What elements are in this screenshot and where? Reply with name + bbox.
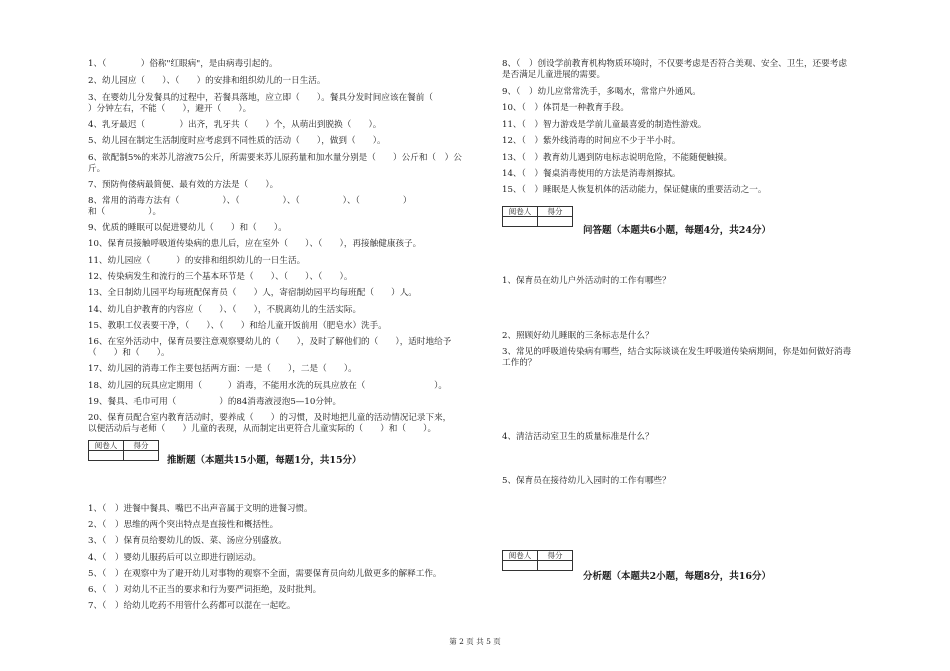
text-line: 12、传染病发生和流行的三个基本环节是（ ）、（ ）、（ ）。 <box>88 272 353 282</box>
text-line: 6、欲配制5%的来苏儿溶液75公斤，所需要来苏儿原药量和加水量分别是（ ）公斤和（ ）公 <box>88 153 462 163</box>
text-line: 13、全日制幼儿园平均每班配保育员（ ）人，寄宿制幼园平均每班配（ ）人。 <box>88 288 417 298</box>
list-item: 11、（ ）智力游戏是学前儿童最喜爱的制造性游戏。 <box>502 120 707 130</box>
judge-section-title: 推断题（本题共15小题，每题1分，共15分） <box>167 455 362 466</box>
text-line: 5、幼儿园在制定生活制度时应考虑到不同性质的活动（ ），做到（ ）。 <box>88 136 386 146</box>
text-line: 20、保育员配合室内教育活动时，要养成（ ）的习惯，及时地把儿童的活动情况记录下来， <box>88 413 452 423</box>
list-item: 6、（ ）对幼儿不正当的要求和行为要严词拒绝，及时批判。 <box>88 585 322 595</box>
question-item: 5、保育员在接待幼儿入园时的工作有哪些？ <box>502 476 671 486</box>
text-line: 3、在婴幼儿分发餐具的过程中，若餐具落地，应立即（ ）。餐具分发时间应该在餐前（ <box>88 93 433 103</box>
page-footer: 第 2 页 共 5 页 <box>449 637 501 646</box>
reviewer-cell[interactable] <box>503 561 538 571</box>
text-line: 16、在室外活动中，保育员要注意观察婴幼儿的（ ），及时了解他们的（ ），适时地给予 <box>88 337 452 347</box>
question-item: 1、保育员在幼儿户外活动时的工作有哪些？ <box>502 276 671 286</box>
list-item: 2、（ ）思维的两个突出特点是直接性和概括性。 <box>88 520 279 530</box>
text-line: 2、幼儿园应（ ）、（ ）的安排和组织幼儿的一日生活。 <box>88 76 326 86</box>
list-item: 5、（ ）在观察中为了避开幼儿对事物的观察不全面，需要保育员向幼儿做更多的解释工作。 <box>88 569 442 579</box>
list-item: 7、（ ）给幼儿吃药不用管什么药都可以混在一起吃。 <box>88 601 296 611</box>
text-line: 4、乳牙最迟（ ）出齐，乳牙共（ ）个，从萌出到脱换（ ）。 <box>88 120 382 130</box>
text-line: 15、教职工仪表要干净，（ ）、（ ）和给儿童开饭前用（肥皂水）洗手。 <box>88 321 387 331</box>
text-line: 14、幼儿自护教育的内容应（ ）、（ ），不脱离幼儿的生活实际。 <box>88 305 362 315</box>
text-line: 18、幼儿园的玩具应定期用（ ）消毒，不能用水洗的玩具应放在（ ）。 <box>88 381 447 391</box>
question-item: 工作的？ <box>502 358 537 368</box>
analysis-section-title: 分析题（本题共2小题，每题8分，共16分） <box>583 571 771 582</box>
reviewer-cell[interactable] <box>503 217 538 227</box>
score-label: 得分 <box>538 551 573 561</box>
score-label: 得分 <box>538 207 573 217</box>
score-box <box>88 440 159 461</box>
list-item: 3、（ ）保育员给婴幼儿的饭、菜、汤应分别盛放。 <box>88 536 287 546</box>
score-cell[interactable] <box>538 561 573 571</box>
list-item: 10、（ ）体罚是一种教育手段。 <box>502 103 629 113</box>
list-item: 4、（ ）婴幼儿服药后可以立即进行剧运动。 <box>88 553 262 563</box>
text-line: （ ）和（ ）。 <box>88 348 170 358</box>
score-box <box>502 550 573 571</box>
reviewer-label: 阅卷人 <box>89 441 124 451</box>
score-label: 得分 <box>124 441 159 451</box>
question-item: 3、常见的呼吸道传染病有哪些，结合实际谈谈在发生呼吸道传染病期间，你是如何做好消毒 <box>502 347 852 357</box>
text-line: 斤。 <box>88 164 106 174</box>
reviewer-label: 阅卷人 <box>503 551 538 561</box>
list-item: 14、（ ）餐桌消毒使用的方法是消毒剂擦拭。 <box>502 169 681 179</box>
list-item: 15、（ ）睡眠是人恢复机体的活动能力，保证健康的重要活动之一。 <box>502 185 767 195</box>
text-line: 以便活动后与老师（ ）儿童的表现，从而制定出更符合儿童实际的（ ）和（ ）。 <box>88 424 437 434</box>
reviewer-label: 阅卷人 <box>503 207 538 217</box>
score-box <box>502 206 573 227</box>
text-line: 10、保育员接触呼吸道传染病的患儿后，应在室外（ ）、（ ），再接触健康孩子。 <box>88 239 422 249</box>
list-item: 12、（ ）紫外线消毒的时间应不少于半小时。 <box>502 136 681 146</box>
text-line: 7、预防佝偻病最简便、最有效的方法是（ ）。 <box>88 180 279 190</box>
list-item: 9、（ ）幼儿应常常洗手，多喝水，常常户外通风。 <box>502 87 701 97</box>
score-cell[interactable] <box>124 451 159 461</box>
reviewer-cell[interactable] <box>89 451 124 461</box>
list-item: 是否满足儿童进展的需要。 <box>502 70 606 80</box>
list-item: 1、（ ）进餐中餐具、嘴巴不出声音属于文明的进餐习惯。 <box>88 504 313 514</box>
text-line: 和（ ）。 <box>88 207 162 217</box>
text-line: 17、幼儿园的消毒工作主要包括两方面：一是（ ），二是（ ）。 <box>88 364 357 374</box>
question-item: 2、照顾好幼儿睡眠的三条标志是什么？ <box>502 331 654 341</box>
score-cell[interactable] <box>538 217 573 227</box>
question-item: 4、清洁活动室卫生的质量标准是什么？ <box>502 432 654 442</box>
text-line: 9、优质的睡眠可以促进婴幼儿（ ）和（ ）。 <box>88 223 287 233</box>
text-line: ）分钟左右，不能（ ），避开（ ）。 <box>88 104 252 114</box>
text-line: 11、幼儿园应（ ）的安排和组织幼儿的一日生活。 <box>88 256 306 266</box>
qa-section-title: 问答题（本题共6小题，每题4分，共24分） <box>583 225 771 236</box>
list-item: 13、（ ）教育幼儿遇到防电标志说明危险，不能随便触摸。 <box>502 153 733 163</box>
list-item: 8、（ ）创设学前教育机构物质环境时，不仅要考虑是否符合美观、安全、卫生，还要考虑 <box>502 59 847 69</box>
text-line: 8、常用的消毒方法有（ ）、（ ）、（ ）、（ ） <box>88 196 412 206</box>
text-line: 19、餐具、毛巾可用（ ）的84消毒液浸泡5—10分钟。 <box>88 397 342 407</box>
text-line: 1、（ ）俗称"红眼病"，是由病毒引起的。 <box>88 59 278 69</box>
